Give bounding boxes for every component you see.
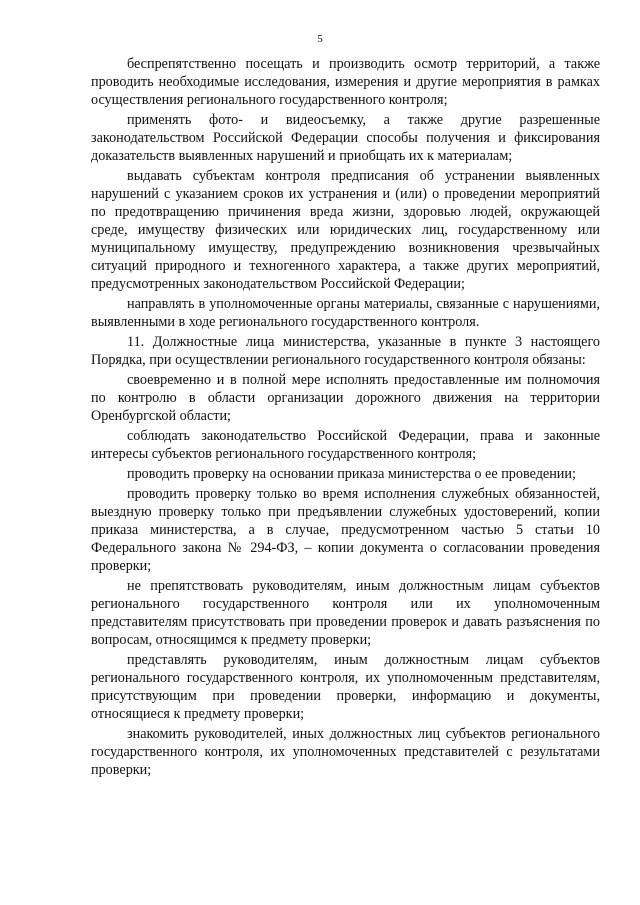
paragraph: соблюдать законодательство Российской Федерации, права и законные интересы субъектов регионального государственного контроля;: [91, 428, 600, 462]
paragraph: выдавать субъектам контроля предписания об устранении выявленных нарушений с указанием сроков их устранения и (или) о проведении мероприятий по предотвращению причинения вреда жизни, здоровью людей, окружающей среде, имуществу физических или юридических лиц, государственному или муниципальному имуществу, предупреждению возникновения чрезвычайных ситуаций природного и техногенного характера, а также других мероприятий, предусмотренных законодательством Российской Федерации;: [91, 168, 600, 292]
paragraph: направлять в уполномоченные органы материалы, связанные с нарушениями, выявленными в ходе регионального государственного контроля.: [91, 296, 600, 330]
paragraph: применять фото- и видеосъемку, а также другие разрешенные законодательством Российской Федерации способы получения и фиксирования доказательств выявленных нарушений и приобщать их к материалам;: [91, 112, 600, 164]
page-number: 5: [317, 33, 323, 45]
document-body: [91, 55, 600, 781]
paragraph: не препятствовать руководителям, иным должностным лицам субъектов регионального государственного контроля или их уполномоченным представителям присутствовать при проведении проверок и давать разъяснения по вопросам, относящимся к предмету проверки;: [91, 578, 600, 648]
paragraph: проводить проверку на основании приказа министерства о ее проведении;: [127, 466, 576, 482]
paragraph: представлять руководителям, иным должностным лицам субъектов регионального государственного контроля, их уполномоченным представителям, присутствующим при проведении проверки, информацию и документы, относящиеся к предмету проверки;: [91, 652, 600, 722]
paragraph: знакомить руководителей, иных должностных лиц субъектов регионального государственного контроля, их уполномоченных представителей с результатами проверки;: [91, 726, 600, 778]
paragraph: проводить проверку только во время исполнения служебных обязанностей, выездную проверку только при предъявлении служебных удостоверений, копии приказа министерства, а в случае, предусмотренном частью 5 статьи 10 Федерального закона № 294-ФЗ, – копии документа о согласовании проведения проверки;: [91, 486, 600, 574]
paragraph: беспрепятственно посещать и производить осмотр территорий, а также проводить необходимые исследования, измерения и другие мероприятия в рамках осуществления регионального государственного контроля;: [91, 56, 600, 108]
paragraph: своевременно и в полной мере исполнять предоставленные им полномочия по контролю в области организации дорожного движения на территории Оренбургской области;: [91, 372, 600, 424]
paragraph: 11. Должностные лица министерства, указанные в пункте 3 настоящего Порядка, при осуществлении регионального государственного контроля обязаны:: [91, 334, 600, 368]
